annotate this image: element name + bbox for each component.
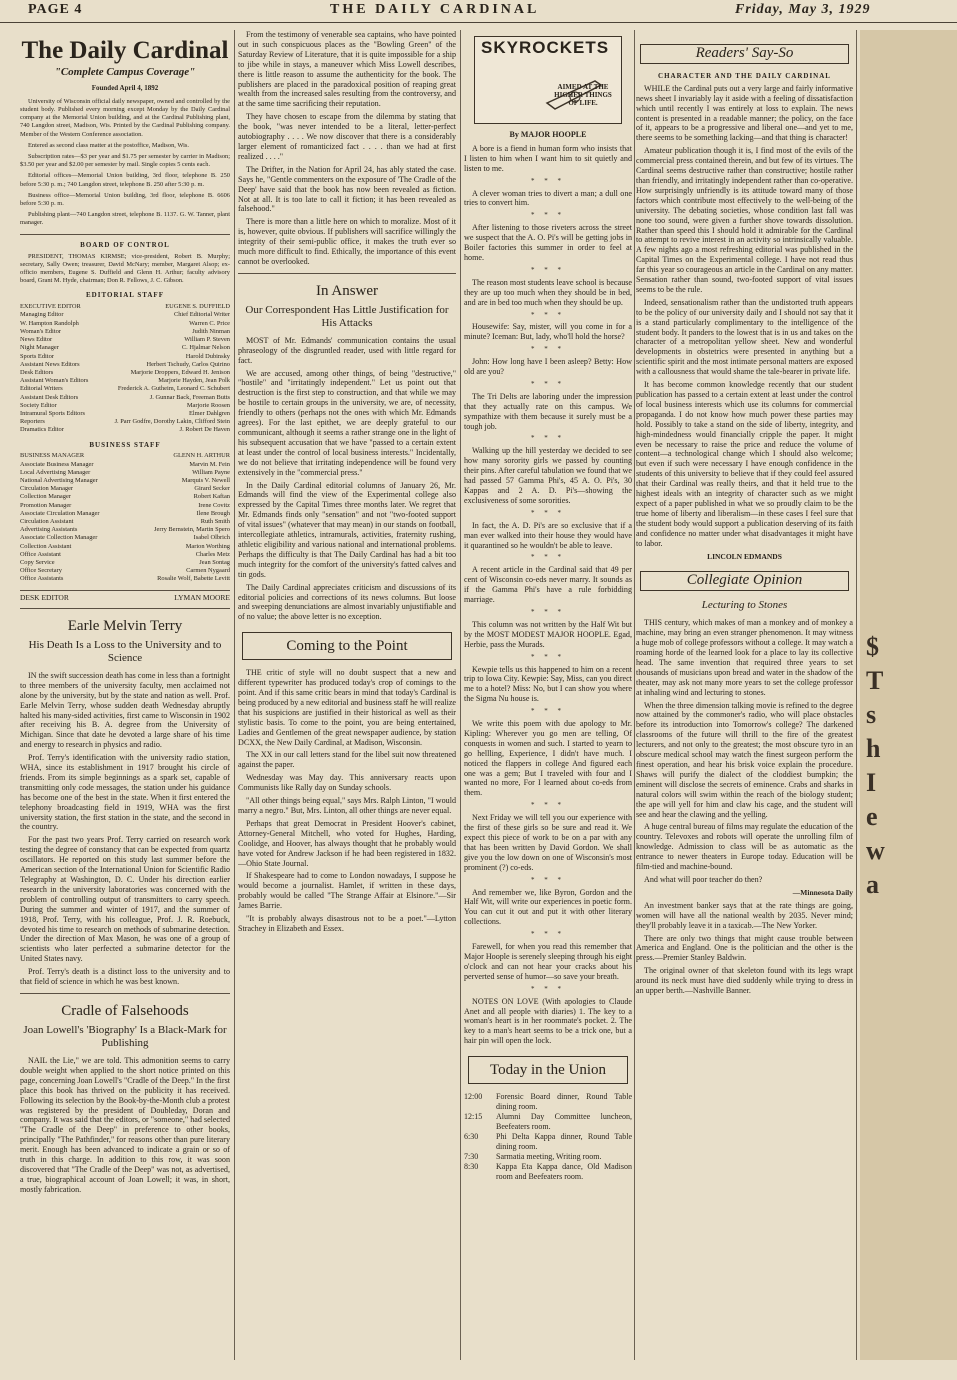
separator-stars: * * * [531, 553, 565, 562]
paragraph: MOST of Mr. Edmands' communication contains the usual phraseology of the disgruntled reader, used with little regard for fact. [238, 335, 456, 365]
collegiate-article [636, 618, 853, 885]
falsehoods-title: Cradle of Falsehoods [61, 1002, 189, 1019]
event-time: 7:30 [464, 1152, 479, 1162]
paragraph: John: How long have I been asleep? Betty: How old are you? [464, 357, 632, 377]
readers-letter [636, 84, 853, 549]
staff-name: Elmer Dahlgren [189, 409, 230, 417]
staff-name: Charles Metz [195, 550, 230, 558]
edge-ad-letters [860, 30, 957, 902]
staff-name: Irene Covitz [198, 501, 230, 509]
staff-row [20, 320, 230, 328]
staff-name: Marvin M. Fein [189, 460, 230, 468]
staff-role: Circulation Assistant [20, 518, 74, 526]
business-staff-list [20, 461, 230, 584]
column-3 [464, 30, 632, 1360]
paragraph: Farewell, for when you read this remember that Major Hoople is serenely sleeping through his eight o'clock and can not hear your cracks about his perverted sense of humor—so save your breath. [464, 942, 632, 981]
separator-stars: * * * [531, 211, 565, 220]
paragraph: For the past two years Prof. Terry carried on research work testing the degree of constancy that can be expected from quartz oscillators. He reported on this study last summer before the American section of the International Union for Scientific Radio Telegraphy at Washington, D. C. Under his direction earlier research in the university laboratories was concerned with the problem of controlling output of transmitters to carry speech. During the summer and winter of 1917, and the summer of 1918, Prof. Terry, with his colleague, Prof. J. R. Roebuck, devoted his time to research on methods of submarine detection. Under the direction of Max Mason, he was one of a group of scientists who later perfected a submarine detector for the United States navy. [20, 835, 230, 964]
staff-row [20, 526, 230, 534]
paragraph: Indeed, sensationalism rather than the undistorted truth appears to be the policy of our university daily and I should not say that it is a stand particularly complimentary to the intelligence of the student body. It panders to the lowest that is in us and takes on the character of a metropolitan yellow sheet. New and wonderful developments in obstetrics were presented in anything but a scientific spirit and the most intimate personal matters are exposed with a callousness that would shame the tale-bearer in private life. [636, 297, 853, 377]
terry-subtitle: His Death Is a Loss to the University and to Science [28, 638, 222, 664]
edge-advertisement [860, 30, 957, 1360]
staff-row [20, 534, 230, 542]
staff-name: J. Parr Godfre, Dorothy Lakin, Clifford Stein [114, 418, 230, 426]
paragraph: When the three dimension talking movie is refined to the degree now attained by the commoner's radio, who will place obstacles before its introduction into Tomorrow's college? The darkened classrooms of the future will thrill to the fire of the greatest lecturers, and not only to the greatest; the most obscure tyro in an obscure medical school may watch the finest surgeon perform the finest operation, and hear his brisk voice explain the procedure. Shaws will purify the dialect of the cloddiest bumpkin; the eminent will disclose the secrets of eminence. Crabs and sharks in natural colors will swim within the reach of the biology student; the ape will yell for him and claw his cage, and the student will see and hear the clawing and the yelling. [636, 700, 853, 819]
board-head: BOARD OF CONTROL [80, 240, 170, 249]
separator-stars: * * * [531, 310, 565, 319]
staff-name: Jean Sontag [199, 559, 230, 567]
event-desc: Phi Delta Kappa dinner, Round Table dining room. [496, 1132, 632, 1152]
staff-role: National Advertising Manager [20, 477, 98, 485]
paragraph: And remember we, like Byron, Gordon and the Half Wit, will write our experiences in poetic form. You can cut it out and put it with other literary collections. [464, 887, 632, 927]
paragraph: "It is probably always disastrous not to be a poet."—Lytton Strachey in Elizabeth and Essex. [238, 914, 456, 933]
info-line: Editorial offices—Memorial Union building, 3rd floor, telephone B. 250 before 5:30 p. m.; 740 Langdon street, telephone B. 250 after 5:30 p. m. [20, 172, 230, 188]
column-rule [634, 30, 635, 1360]
separator-stars: * * * [531, 176, 565, 185]
event-desc: Alumni Day Committee luncheon, Beefeaters room. [496, 1112, 632, 1132]
staff-role: Assistant Desk Editors [20, 393, 79, 401]
staff-name: William P. Steven [184, 336, 230, 344]
skyrockets-slogan: AIMED AT THE HIGHER THINGS OF LIFE. [554, 83, 612, 107]
staff-row [20, 361, 230, 369]
board-text: PRESIDENT, THOMAS KIRMSE; vice-president, Robert B. Murphy; secretary, Sally Owen; treasurer, David McNary; member, Margaret Alsop; ex-officio members, Eugene S. Duffield and Glenn H. Arthur; faculty advisory board, Grant M. Hyde, chairman; Don R. Fellows, J. C. Gibson. [20, 252, 230, 285]
staff-row [20, 510, 230, 518]
separator-stars: * * * [531, 652, 565, 661]
staff-role: Sports Editor [20, 352, 54, 360]
paragraph: The reason most students leave school is because they are up too much when they should be in bed, and are in bed too much when they should be up. [464, 277, 632, 307]
paragraph: A clever woman tries to divert a man; a dull one tries to convert him. [464, 188, 632, 208]
staff-role: Intramural Sports Editors [20, 409, 85, 417]
coming-title: Coming to the Point [286, 638, 408, 655]
readers-signature: LINCOLN EDMANDS [707, 551, 782, 561]
info-line: University of Wisconsin official daily newspaper, owned and controlled by the student body. Published every morning except Monday by the Daily Cardinal company at the Memorial Union building, and at the Cardinal Publishing plant, 740 Langdon street, Madison, Wis. Printed by the Cardinal Publishing company. Member of the Western Conference association. [20, 97, 230, 138]
paper-name: THE DAILY CARDINAL [330, 2, 540, 17]
staff-row [20, 426, 230, 434]
coming-article [238, 668, 456, 934]
staff-name: Carmen Nygaard [186, 567, 230, 575]
paragraph: Next Friday we will tell you our experience with the first of these girls so be sure and read it. We expect this piece of work to be on a par with any that has been written by David Gordon. We shall give you the low down on one of Wisconsin's most prominent (?) co-eds. [464, 813, 632, 872]
staff-name: Ilene Brough [196, 509, 230, 517]
staff-row [20, 575, 230, 583]
paragraph: A huge central bureau of films may regulate the education of the country. Televoxes and robots will operate the unrolling film of knowledge. Admission to class will be as automatic as the entrance to newer theaters in Europe today. Education will be film-tied and machine-bound. [636, 822, 853, 872]
paragraph: Amateur publication though it is, I find most of the evils of the commercial press contained therein, and but few of its virtues. The Cardinal seems destructive rather than constructive; hostile rather than friendly, and irritatingly independent rather than co-operative. How surprisingly unfriendly is its attitude toward many of those factors which contribute most effectively to the well-being of the university. The debating societies, whose condition last fall was none too sound, were given a further shove towards dissolution. Rather than speed this I should hold it admirable for the Cardinal to attempt to revive interest in an activity so intrinsically valuable. A few nights ago a most refreshing editorial was published in the Capital Times on the Experimental college. I have not read thus far this year so courageous an article in the Cardinal on any matter. Sensation rather than sound, two-footed support of vital issues seems to be the rule. [636, 146, 853, 294]
staff-row [20, 377, 230, 385]
staff-role: Associate Collection Manager [20, 534, 98, 542]
column-rule [460, 30, 461, 1360]
paragraph: A recent article in the Cardinal said that 49 per cent of Wisconsin co-eds never marry. It sounds as if the Gamma Phi's have a rule forbidding marriage. [464, 565, 632, 605]
staff-name: Warren C. Price [189, 319, 230, 327]
falsehoods-subtitle: Joan Lowell's 'Biography' Is a Black-Mark for Publishing [23, 1023, 227, 1049]
founded-line: Founded April 4, 1892 [91, 83, 159, 92]
staff-row [20, 369, 230, 377]
event-desc: Sarmatia meeting, Writing room. [496, 1152, 602, 1162]
page-header [0, 0, 957, 23]
edge-ad-letter: $ [866, 632, 879, 661]
paragraph: NOTES ON LOVE (With apologies to Claude Anet and all people with diaries) 1. The key to a woman's heart is in her roommate's pocket. 2. The key to a man's heart seems to be a trick one, but a hair pin will open the lock. [464, 996, 632, 1046]
separator-stars: * * * [531, 434, 565, 443]
edge-ad-letter: s [866, 700, 877, 729]
separator-stars: * * * [531, 379, 565, 388]
paragraph: "All other things being equal," says Mrs. Ralph Linton, "I would marry a negro." But, Mrs. Linton, all other things are never equal. [238, 796, 456, 815]
divider [20, 234, 230, 235]
paragraph: Perhaps that great Democrat in President Hoover's cabinet, Attorney-General Mitchell, who voted for Hughes, Harding, Coolidge, and Hoover, has always thought that he probably would have voted for Andrew Jackson if he had been registered in 1832.—Ohio State Journal. [238, 818, 456, 868]
answer-article [238, 336, 456, 622]
paragraph: In fact, the A. D. Pi's are so exclusive that if a man ever walked into their house they would have it quarantined so he wouldn't be able to leave. [464, 520, 632, 550]
staff-row [20, 336, 230, 344]
separator-stars: * * * [531, 707, 565, 716]
paragraph: The Daily Cardinal appreciates criticism and discussions of its editorial policies and corrections of its news columns. But loose and sweeping denunciations are almost invariably unjustifiable and of no value; the above letter is no exception. [238, 582, 456, 622]
falsehoods-para: NAIL the Lie," we are told. This admonition seems to carry double weight when applied to the short notice printed on this page, concerning Joan Lowell's "Cradle of the Deep." In the first place this book has thrived on the publicity it has received. Following its selection by the Book-by-the-Month club a protest was registered by the president of Doubleday, Doran and company. It was said that the editors, or "someone," had selected "The Cradle of the Deep" in preference to other books, principally "The Pathfinder," for reasons other than pure literary merit. Enough has been advanced to indicate a grain or so of truth in this charge. In addition to this row, it was soon discovered that "The Cradle of the Deep" was not, as advertised, a true, biographical account of Joan Lowell; it was, in short, mostly fabrication. [20, 1055, 230, 1194]
column-rule [234, 30, 235, 1360]
collegiate-quotes [636, 901, 853, 996]
event-time: 8:30 [464, 1162, 479, 1172]
page-number: PAGE 4 [28, 2, 83, 17]
coming-title-box [242, 632, 452, 660]
paragraph: WHILE the Cardinal puts out a very large and fairly informative news sheet I invariably lay it aside with a feeling of dissatisfaction which until recently I was entirely at loss to explain. The news content is presented in a readable manner; the policy, on the face of it, appears to be a progressive and liberal one—and yet to me, there seems to be something lacking—and that thing is character! [636, 83, 853, 143]
staff-role: Night Manager [20, 344, 59, 352]
staff-role: Desk Editors [20, 368, 54, 376]
staff-row [20, 485, 230, 493]
publication-info [20, 98, 230, 228]
terry-title: Earle Melvin Terry [67, 617, 183, 634]
masthead-title: The Daily Cardinal [21, 37, 229, 64]
info-line: Publishing plant—740 Langdon street, telephone B. 1137. G. W. Tanner, plant manager. [20, 211, 230, 227]
divider [20, 993, 230, 994]
divider [20, 608, 230, 609]
separator-stars: * * * [531, 984, 565, 993]
separator-stars: * * * [531, 265, 565, 274]
edge-ad-letter: e [866, 802, 878, 831]
collegiate-title: Collegiate Opinion [686, 572, 803, 589]
exec-editor: EXECUTIVE EDITOR EUGENE S. DUFFIELD [20, 303, 230, 311]
staff-row [20, 567, 230, 575]
union-schedule [464, 1092, 632, 1182]
paragraph: An investment banker says that at the rate things are going, women will have all the national wealth by 2035. Never mind; they'll probably leave it in a taxicab.—The New Yorker. [636, 900, 853, 930]
staff-role: Managing Editor [20, 311, 64, 319]
staff-name: Robert Kaftan [193, 493, 230, 501]
paragraph: In the Daily Cardinal editorial columns of January 26, Mr. Edmands will find the view of the Experimental college also expressed by the Capital Times three months later. We regret that Mr. Edmands finds only "sensation" and not "two-footed support of vital issues" (whatever that may mean) in our stands on football, intercollegiate athletics, intramurals, activities, fraternity rushing, athletic eligibility and various national and international problems. Perhaps the difficulty is that The Daily Cardinal has had a bit too much integrity for the comfort of the university's fatted calves and tin gods. [238, 480, 456, 579]
staff-row [20, 385, 230, 393]
edge-ad-letter: a [866, 870, 879, 899]
edge-ad-letter: T [866, 666, 884, 695]
edge-ad-letter: I [866, 768, 877, 797]
collegiate-subtitle: Lecturing to Stones [701, 599, 788, 612]
staff-role: Local Advertising Manager [20, 468, 91, 476]
staff-role: Associate Business Manager [20, 460, 94, 468]
separator-stars: * * * [531, 508, 565, 517]
staff-name: Herbert Tschudy, Carlos Quirino [146, 360, 230, 368]
staff-role: News Editor [20, 336, 53, 344]
staff-name: C. Hjalmar Nelson [181, 344, 230, 352]
union-event [464, 1162, 632, 1182]
paragraph: The Tri Delts are laboring under the impression that they actually rate on this campus. We sympathize with them because it surely must be a tough job. [464, 391, 632, 431]
column-4 [636, 30, 853, 1360]
staff-name: J. Gunnar Back, Freeman Butts [149, 393, 230, 401]
paragraph: There is more than a little here on which to moralize. Most of it is, however, quite obvious. If publishers will sacrifice willingly the integrity of their semi-public office, it makes the truth ever so much more difficult to find. Ethically, the importance of this event cannot be overlooked. [238, 217, 456, 266]
staff-name: Ruth Smith [200, 518, 230, 526]
answer-subtitle: Our Correspondent Has Little Justification for His Attacks [245, 303, 449, 329]
event-time: 12:15 [464, 1112, 483, 1122]
separator-stars: * * * [531, 801, 565, 810]
union-event [464, 1152, 632, 1162]
staff-role: Collection Manager [20, 493, 71, 501]
staff-role: Society Editor [20, 401, 57, 409]
editorial-head: EDITORIAL STAFF [86, 291, 164, 300]
staff-role: W. Hampton Randolph [20, 319, 79, 327]
separator-stars: * * * [531, 345, 565, 354]
staff-role: Reporters [20, 418, 45, 426]
staff-role: Assistant Woman's Editors [20, 377, 89, 385]
staff-role: Editorial Writers [20, 385, 63, 393]
skyrockets-logo [474, 36, 622, 124]
union-event [464, 1092, 632, 1112]
paragraph: Prof. Terry's death is a distinct loss to the university and to that field of science in which he was best known. [20, 967, 230, 987]
skyrockets-logo-text: SKYROCKETS [481, 38, 610, 57]
staff-name: Rosalie Wolf, Babette Levitt [157, 575, 230, 583]
staff-role: Dramatics Editor [20, 426, 64, 434]
staff-name: Marion Worthing [185, 542, 230, 550]
terry-article [20, 671, 230, 987]
separator-stars: * * * [531, 875, 565, 884]
staff-role: Office Secretary [20, 567, 62, 575]
staff-name: Judith Ninman [192, 327, 230, 335]
paragraph: The original owner of that skeleton found with its legs wrapt around its neck must have died suddenly while trying to dress in an upper berth.—Nashville Banner. [636, 966, 853, 996]
column-1 [20, 30, 230, 1360]
skyrockets-column [464, 144, 632, 1046]
divider [238, 273, 456, 274]
falsehoods-continued [238, 30, 456, 267]
union-event [464, 1112, 632, 1132]
collegiate-title-box [640, 571, 849, 591]
staff-role: Advertising Assistants [20, 526, 78, 534]
staff-row [20, 394, 230, 402]
staff-role: Promotion Manager [20, 501, 72, 509]
staff-row [20, 469, 230, 477]
edge-ad-letter: h [866, 734, 881, 763]
staff-role: Collection Assistant [20, 542, 72, 550]
info-line: Business office—Memorial Union building, 3rd floor, telephone B. 6606 before 5:30 p. m. [20, 191, 230, 208]
paragraph: This column was not written by the Half Wit but by the MOST MODEST MAJOR HOOPLE. Egad, Herbie, pass the Murads. [464, 619, 632, 649]
paragraph: We write this poem with due apology to Mr. Kipling: Wherever you go men are telling, Of conquests in women and such. I started to yearn to go hellling, Experience, I didn't have much. I noticed the flappers in college And figured each one was a gem; But I traveled with four and I wanted no more, For I learned about co-eds from them. [464, 719, 632, 798]
staff-name: Marjorie Hayden, Jean Polk [158, 377, 230, 385]
staff-name: Marjorie Roosen [186, 401, 230, 409]
separator-stars: * * * [531, 930, 565, 939]
paragraph: There are only two things that might cause trouble between America and England. One is the politician and the other is the press.—Premier Stanley Baldwin. [636, 933, 853, 963]
paragraph: Kewpie tells us this happened to him on a recent trip to Iowa City. Kewpie: Say, Miss, can you direct me to a hotel? Miss: No, but I can show you where the Sigma Nu house is. [464, 664, 632, 704]
staff-row [20, 461, 230, 469]
paragraph: It has become common knowledge recently that our student publication has passed to a certain extent at least under the control of local business interests which use its columns for commercial propaganda. I do not know how much power these parties may hold. Possibly to take a stand on the side of liberty, integrity, and high-mindedness would financially cripple the paper. It might even be necessary to raise the price and reduce the volume of content—a technological change which I should also welcome; but even if such were necessary I have enough confidence in the students of this university to believe that if they could feel assured that their Cardinal was really theirs, and that it held true to the highest ideals with an integrity of character such as we might expect of a paper published in what we so proudly claim to be the true home of liberty and liberalism—in these cases I feel sure that the student body would support a publication deserving of its faith and confidence no matter under what disadvantages it might have to labor. [636, 380, 853, 548]
staff-row [20, 493, 230, 501]
paragraph: IN the swift succession death has come in less than a fortnight to three members of the university faculty, men acclaimed not alone by the university, but by the state and nation as well. Prof. Earle Melvin Terry, whose sudden death Wednesday abruptly halted his many-sided activities, first came to Wisconsin in 1902 after receiving his B. A. degree from the University of Michigan. Since that date he devoted a large share of his time and energy to research in physics and radio. [20, 670, 230, 750]
masthead-motto: "Complete Campus Coverage" [54, 66, 196, 78]
staff-role: Office Assistants [20, 575, 64, 583]
staff-row [20, 353, 230, 361]
paragraph: THIS century, which makes of man a monkey and of monkey a machine, may bring an even stranger phenomenon. It may witness a huge mob of college professors without a college. It may watch a roaming horde of the learned look for a place to lay its collective head. The same invention that required three years to set thousands of musicians upon bread and water in the shadow of the theater, may ask not many more years to set the college professor at inhaling wind and lecturing to stones. [636, 618, 853, 697]
staff-row [20, 410, 230, 418]
paragraph: They have chosen to escape from the dilemma by stating that the book, "was never intended to be a literal, letter-perfect autobiography . . . . We now discover that there is a considerably larger element of romanticized fact . . . . than we had at first realized . . . ." [238, 112, 456, 161]
column-rule [856, 30, 857, 1360]
staff-name: Harold Dubinsky [185, 352, 230, 360]
staff-row [20, 418, 230, 426]
event-desc: Forensic Board dinner, Round Table dining room. [496, 1092, 632, 1112]
info-line: Subscription rates—$3 per year and $1.75 per semester by carrier in Madison; $3.50 per year and $2.00 per semester by mail. Single copies 5 cents each. [20, 153, 230, 169]
paragraph: Housewife: Say, mister, will you come in for a minute? Iceman: But, lady, who'll hold the horse? [464, 322, 632, 342]
union-title: Today in the Union [489, 1062, 606, 1079]
column-2 [238, 30, 456, 1360]
staff-row [20, 311, 230, 319]
union-title-box [468, 1056, 628, 1084]
staff-role: Circulation Manager [20, 485, 74, 493]
readers-title-box [640, 44, 849, 64]
staff-role: Copy Service [20, 559, 55, 567]
staff-row [20, 328, 230, 336]
staff-name: Chief Editorial Writer [173, 311, 230, 319]
collegiate-signature: —Minnesota Daily [792, 887, 853, 897]
paragraph: Wednesday was May day. This anniversary reacts upon Communists like Rally day on Sunday schools. [238, 773, 456, 793]
staff-row [20, 502, 230, 510]
business-head: BUSINESS STAFF [89, 440, 161, 449]
skyrockets-byline: By MAJOR HOOPLE [509, 130, 587, 139]
staff-row [20, 551, 230, 559]
event-time: 6:30 [464, 1132, 479, 1142]
staff-name: Girard Secker [194, 485, 230, 493]
answer-title: In Answer [315, 282, 379, 299]
edge-ad-letter: w [866, 836, 885, 865]
staff-row [20, 559, 230, 567]
staff-row [20, 543, 230, 551]
paragraph: The XX in our call letters stand for the libel suit now threatened against the paper. [238, 750, 456, 770]
event-time: 12:00 [464, 1092, 483, 1102]
issue-date: Friday, May 3, 1929 [735, 2, 871, 17]
paragraph: The Drifter, in the Nation for April 24, has ably stated the case. Says he, "Gentle commenters on the exposure of 'The Cradle of the Deep' have said that the book has now been revealed as fiction. Not at all. It is too late to call it fiction; it has been revealed as falsehood." [238, 164, 456, 214]
staff-name: Frederick A. Gutheim, Leonard C. Schubert [117, 385, 230, 393]
paragraph: If Shakespeare had to come to London nowadays, I suppose he would become a journalist. Hamlet, if written in these days, probably would be called "The Strange Affair at Elsinore."—Sir James Barrie. [238, 871, 456, 911]
paragraph: From the testimony of venerable sea captains, who have pointed out in such conspicuous places as the "Bowling Green" of the Saturday Review of Literature, that it is quite impossible for a ship to jibe while in stays, a maneuver which Miss Lowell describes, there is little reason to assume the authenticity for the book. The publishers are placed in the paradoxical position of reaping great wealth from the increased sales resulting from the controversy, and at the same time sacrificing their reputation. [238, 30, 456, 109]
staff-row [20, 344, 230, 352]
staff-role: Assistant News Editors [20, 360, 80, 368]
paragraph: Prof. Terry's identification with the university radio station, WHA, since its establishment in 1917 brought his circle of friends. From its simple beginnings as a spark set, capable of transmitting only code messages, the station under his guidance has become one of the best in the state. When it first entered the telephony broadcasting field in 1919, WHA was the first university station, the first station in the state, and the second in the country. [20, 753, 230, 832]
staff-name: Jerry Bernstein, Martin Spero [154, 526, 230, 534]
paragraph: Walking up the hill yesterday we decided to see how many sorority girls we passed by counting their pins. After careful tabulation we found that we had passed 57 Gamma Phi's, 45 A. O. Pi's, 30 Kappas and 2 A. D. Pi's—showing the exclusiveness of some sororities. [464, 446, 632, 505]
staff-name: Marjorie Droppers, Edward H. Jenison [130, 368, 230, 376]
paragraph: A bore is a fiend in human form who insists that I listen to him when I want him to sit quietly and listen to me. [464, 143, 632, 173]
staff-name: J. Robert De Haven [179, 426, 230, 434]
info-line: Entered as second class matter at the postoffice, Madison, Wis. [28, 141, 190, 149]
separator-stars: * * * [531, 607, 565, 616]
paragraph: After listening to those riveters across the street we suspect that the A. O. Pi's will be getting jobs in Boiler factories this summer in order to feel at home. [464, 223, 632, 262]
desk-editor: DESK EDITOR LYMAN MOORE [20, 590, 230, 602]
editorial-staff-list [20, 311, 230, 434]
staff-row [20, 518, 230, 526]
paragraph: We are accused, among other things, of being "destructive," "hostile" and "irritatingly independent." Let us point out that destruction is the first step to construction, and that while we may be hostile to certain groups in the university, we are, of necessity, friendly to others (perhaps not the ones with which Mr. Edmands agrees). For the last epithet, we are deeply grateful to our communicant, although it seems a rather strange one in the light of his subsequent accusation that we have "passed to a certain extent at least under the control of local business interests." Incidentally, we do not believe that irritating independence will be found very extensively in the "commercial press." [238, 368, 456, 477]
event-desc: Kappa Eta Kappa dance, Old Madison room and Beefeaters room. [496, 1162, 632, 1182]
staff-name: Isabel Olbrich [193, 534, 230, 542]
staff-name: William Payne [192, 468, 230, 476]
business-manager: BUSINESS MANAGER GLENN H. ARTHUR [20, 452, 230, 460]
staff-row [20, 402, 230, 410]
readers-letter-head: CHARACTER AND THE DAILY CARDINAL [658, 71, 831, 80]
paragraph: And what will poor teacher do then? [644, 874, 763, 884]
staff-row [20, 477, 230, 485]
staff-role: Associate Circulation Manager [20, 509, 100, 517]
staff-name: Marquis V. Newell [181, 477, 230, 485]
paragraph: THE critic of style will no doubt suspect that a new and different typewriter has produced today's crop of comings to the point. And if this same critic bears in mind that today's Cardinal is being produced by a new editorial and business staff he will realize that his suspicions are justified in their historical as well as their stylistic basis. To come to the point, you are being entertained, Ladies and Gentlemen of the great newspaper audience, by station DCXX, the New Daily Cardinal, at Madison, Wisconsin. [238, 668, 456, 747]
readers-title: Readers' Say-So [695, 45, 794, 61]
union-event [464, 1132, 632, 1152]
staff-role: Woman's Editor [20, 327, 61, 335]
staff-role: Office Assistant [20, 550, 61, 558]
